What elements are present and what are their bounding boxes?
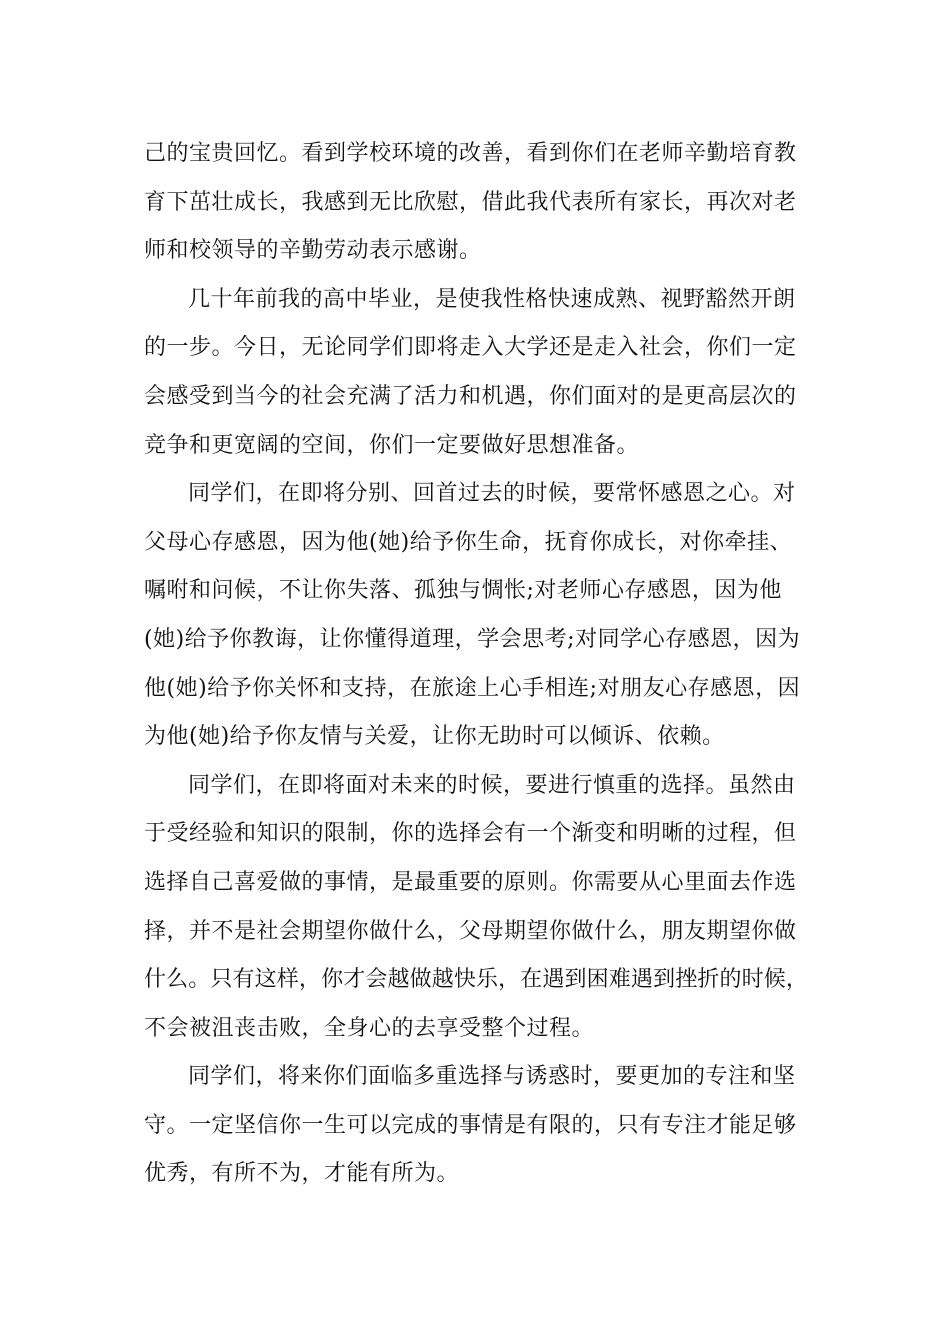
paragraph-start-line: 同学们，在即将面对未来的时候，要进行慎重的选择。虽然由: [188, 772, 796, 798]
text-line: 优秀，有所不为，才能有所为。: [144, 1161, 460, 1187]
text-line: (她)给予你教诲，让你懂得道理，学会思考;对同学心存感恩，因为: [144, 626, 801, 652]
text-line: 于受经验和知识的限制，你的选择会有一个渐变和明晰的过程，但: [144, 821, 797, 847]
text-line: 择，并不是社会期望你做什么，父母期望你做什么，朋友期望你做: [144, 918, 797, 944]
text-line: 父母心存感恩，因为他(她)给予你生命，抚育你成长，对你牵挂、: [144, 529, 793, 555]
text-line: 他(她)给予你关怀和支持，在旅途上心手相连;对朋友心存感恩，因: [144, 675, 801, 701]
text-line: 守。一定坚信你一生可以完成的事情是有限的，只有专注才能足够: [144, 1112, 797, 1138]
text-line: 的一步。今日，无论同学们即将走入大学还是走入社会，你们一定: [144, 335, 797, 361]
paragraph-start-line: 同学们，将来你们面临多重选择与诱惑时，要更加的专注和坚: [188, 1064, 796, 1090]
text-line: 不会被沮丧击败，全身心的去享受整个过程。: [144, 1015, 595, 1041]
text-line: 育下茁壮成长，我感到无比欣慰，借此我代表所有家长，再次对老: [144, 189, 797, 215]
text-line: 什么。只有这样，你才会越做越快乐，在遇到困难遇到挫折的时候，: [144, 967, 809, 993]
text-line: 己的宝贵回忆。看到学校环境的改善，看到你们在老师辛勤培育教: [144, 141, 797, 166]
paragraph-start-line: 同学们，在即将分别、回首过去的时候，要常怀感恩之心。对: [188, 481, 796, 507]
paragraph-start-line: 几十年前我的高中毕业，是使我性格快速成熟、视野豁然开朗: [188, 286, 796, 312]
text-line: 师和校领导的辛勤劳动表示感谢。: [144, 238, 482, 264]
text-line: 为他(她)给予你友情与关爱，让你无助时可以倾诉、依赖。: [144, 724, 725, 750]
text-line: 会感受到当今的社会充满了活力和机遇，你们面对的是更高层次的: [144, 383, 797, 409]
text-line: 选择自己喜爱做的事情，是最重要的原则。你需要从心里面去作选: [144, 869, 797, 895]
text-line: 嘱咐和问候，不让你失落、孤独与惆怅;对老师心存感恩，因为他: [144, 578, 782, 604]
document-body: [144, 130, 808, 1199]
text-line: 竞争和更宽阔的空间，你们一定要做好思想准备。: [144, 432, 640, 458]
